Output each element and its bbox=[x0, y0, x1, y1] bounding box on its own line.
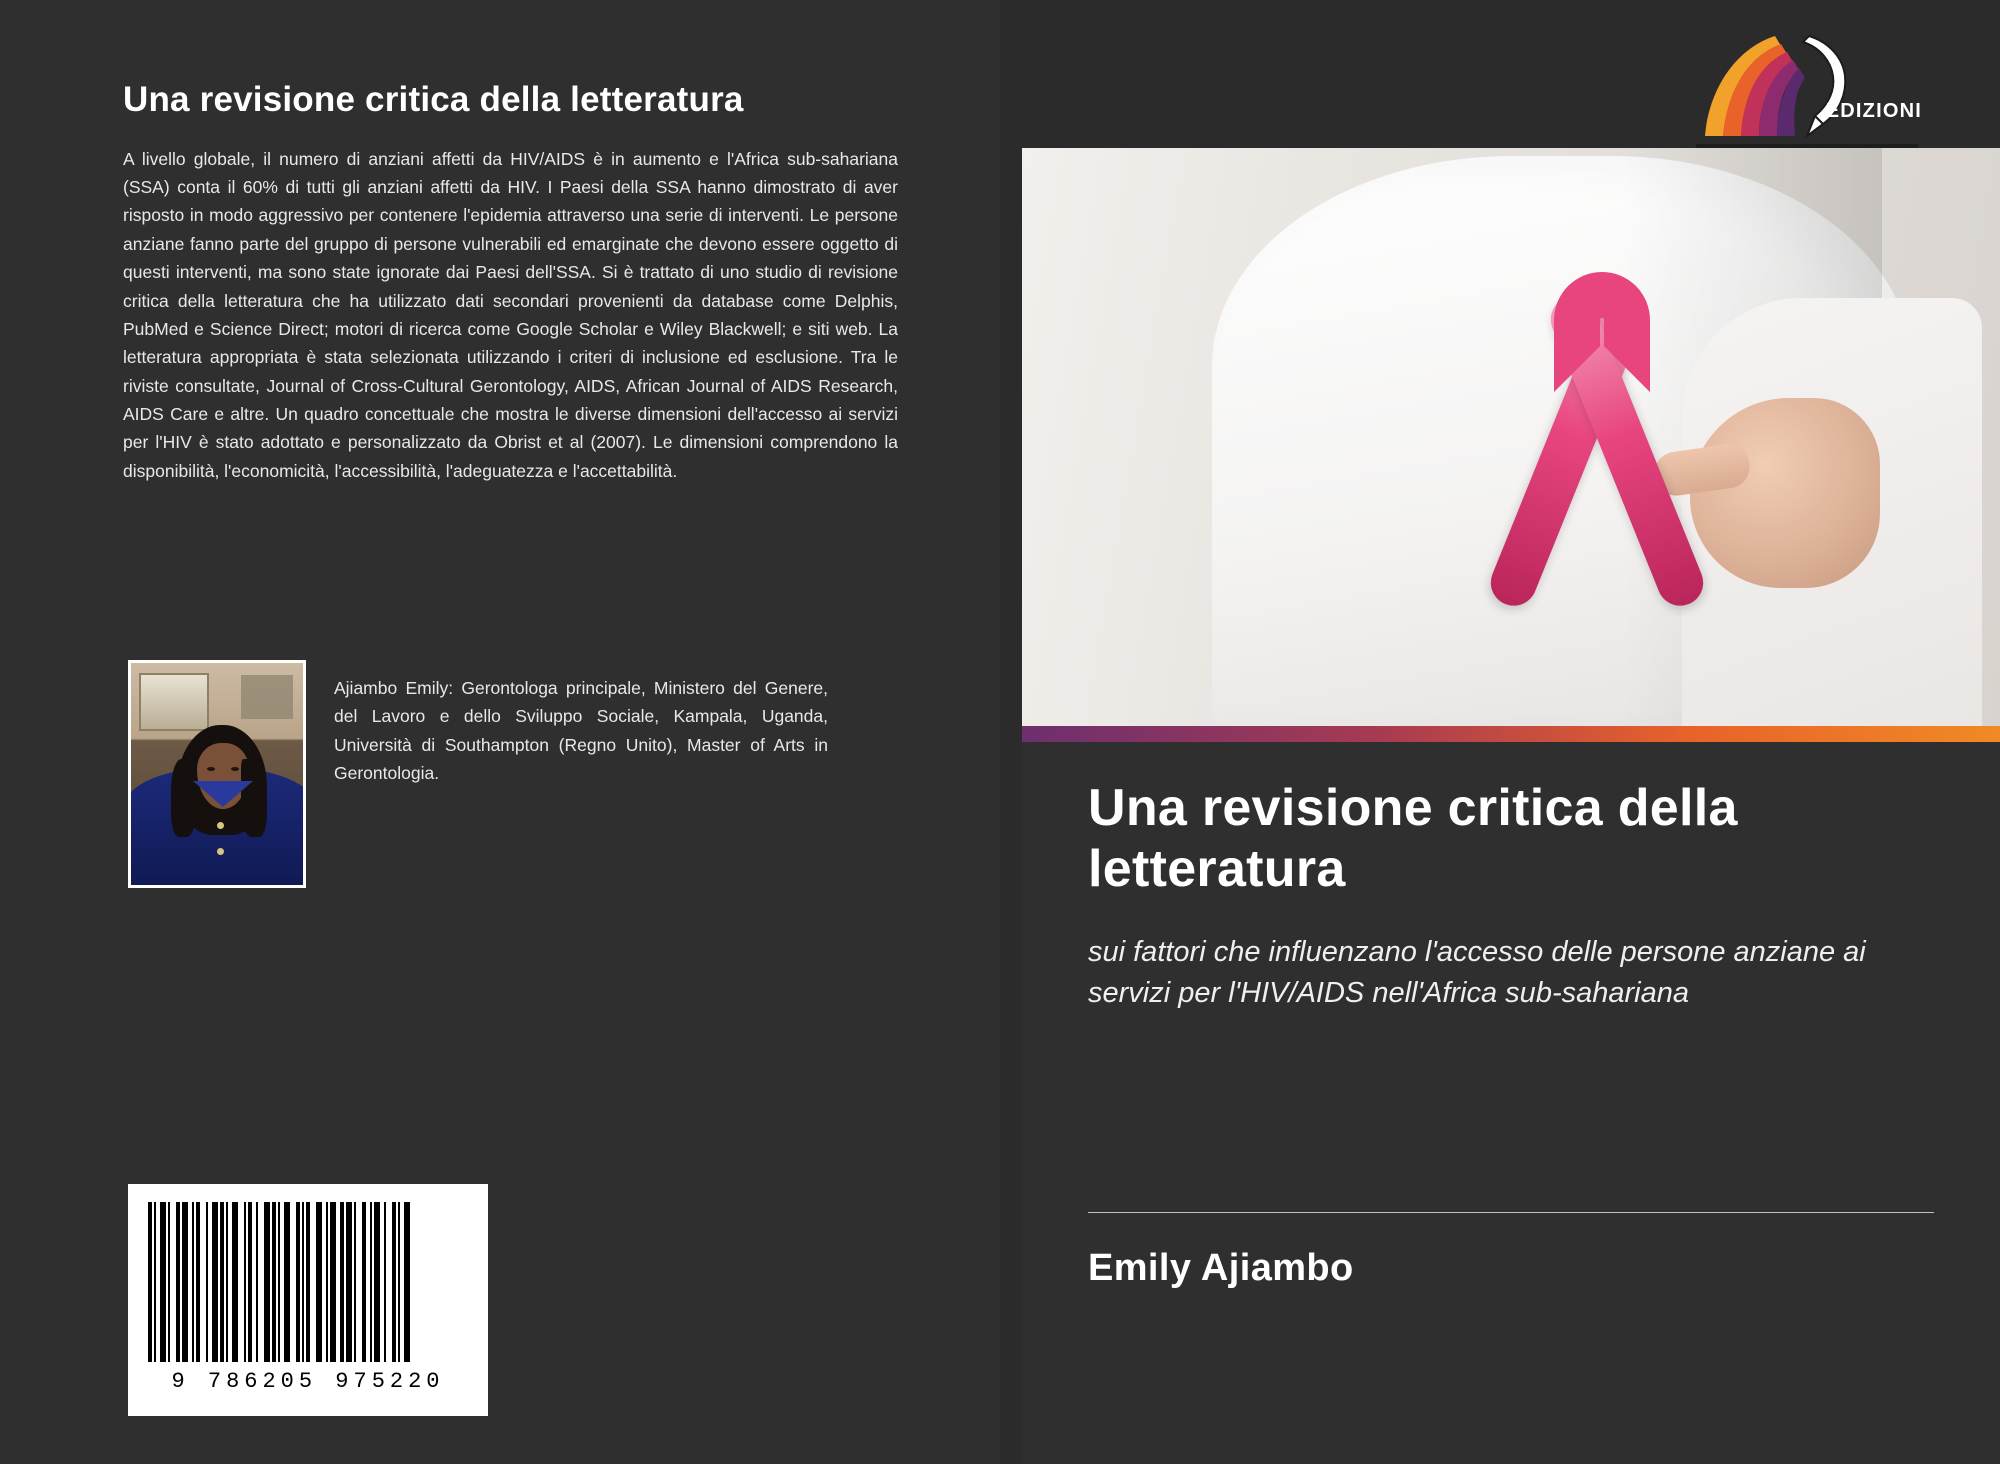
divider bbox=[1088, 1212, 1934, 1213]
back-text-block bbox=[123, 78, 898, 485]
cover-photograph bbox=[1022, 148, 2000, 726]
abstract-text: A livello globale, il numero di anziani affetti da HIV/AIDS è in aumento e l'Africa sub-sahariana (SSA) conta il 60% di tutti gli anziani affetti da HIV. I Paesi della SSA hanno dimostrato di aver risposto in modo aggressivo per contenere l'epidemia attraverso una serie di interventi. Le persone anziane fanno parte del gruppo di persone vulnerabili ed emarginate che devono essere oggetto di questi interventi, ma sono state ignorate dai Paesi dell'SSA. Si è trattato di uno studio di revisione critica della letteratura che ha utilizzato dati secondari provenienti da database come Delphis, PubMed e Science Direct; motori di ricerca come Google Scholar e Wiley Blackwell; e siti web. La letteratura appropriata è stata selezionata utilizzando i criteri di inclusione ed esclusione. Tra le riviste consultate, Journal of Cross-Cultural Gerontology, AIDS, African Journal of AIDS Research, AIDS Care e altre. Un quadro concettuale che mostra le diverse dimensioni dell'accesso ai servizi per l'HIV è stato adottato e personalizzato da Obrist et al (2007). Le dimensioni comprendono la disponibilità, l'economicità, l'accessibilità, l'adeguatezza e l'accettabilità. bbox=[123, 148, 898, 481]
author-name: Emily Ajiambo bbox=[1088, 1247, 1354, 1289]
back-cover-title: Una revisione critica della letteratura bbox=[123, 80, 744, 119]
author-portrait bbox=[128, 660, 306, 888]
author-info-block bbox=[128, 660, 828, 888]
aids-awareness-ribbon-icon bbox=[1492, 276, 1702, 656]
barcode-number: 9 786205 975220 bbox=[171, 1369, 445, 1394]
color-stripe-divider bbox=[1022, 726, 2000, 742]
page-title: Una revisione critica della letteratura bbox=[1088, 779, 1738, 899]
front-cover bbox=[1022, 0, 2000, 1464]
logo-edizioni-text: EDIZIONI bbox=[1825, 100, 1922, 122]
subtitle: sui fattori che influenzano l'accesso delle persone anziane ai servizi per l'HIV/AIDS nell'Africa sub-sahariana bbox=[1088, 936, 1866, 1010]
barcode-bars bbox=[148, 1202, 468, 1362]
front-text-block bbox=[1022, 742, 2000, 1464]
sapienza-fan-icon bbox=[1696, 28, 1918, 148]
book-spine bbox=[1000, 0, 1022, 1464]
barcode bbox=[128, 1184, 488, 1416]
author-biography: Ajiambo Emily: Gerontologa principale, Ministero del Genere, del Lavoro e dello Sviluppo Sociale, Kampala, Uganda, Università di Southampton (Regno Unito), Master of Arts in Gerontologia. bbox=[334, 678, 828, 784]
